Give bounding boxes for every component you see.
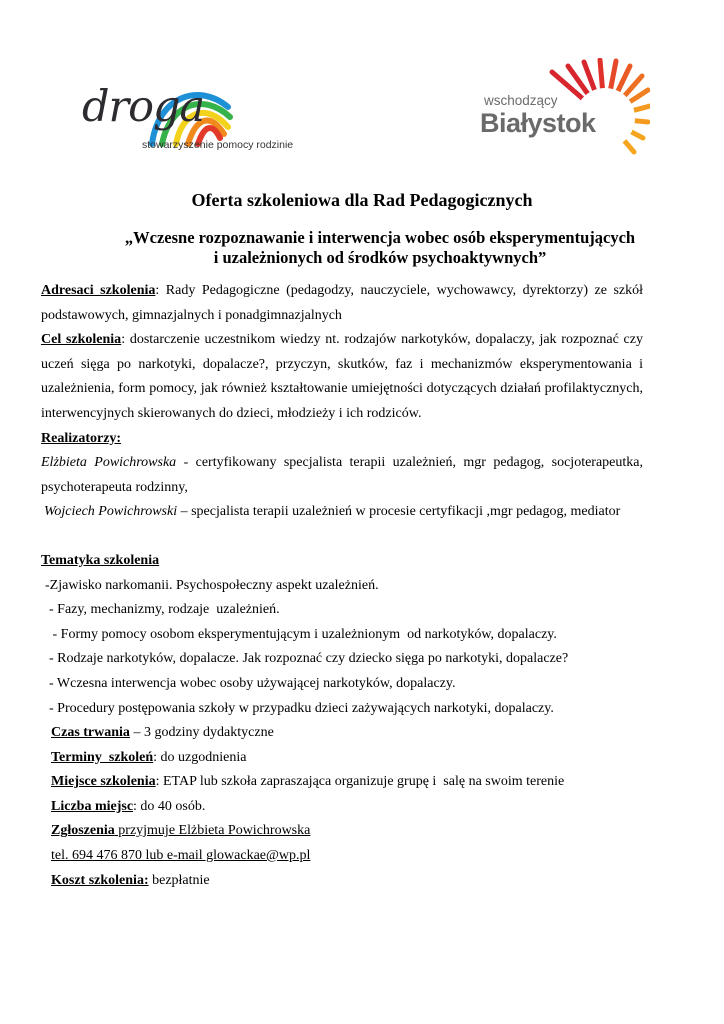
- cel-text: : dostarczenie uczestnikom wiedzy nt. rodzajów narkotyków, dopalaczy, jak rozpoznać czy uczeń sięga po narkotyki, dopalacze?, przyczyn, skutków, faz i mechanizmów eksperymentowania i uzależnienia, form pomocy, jak również kształtowanie umiejętności dotyczących działań profilaktycznych, interwencyjnych skierowanych do dzieci, młodzieży i ich rodziców.: [41, 332, 643, 421]
- czas-label: Czas trwania: [51, 725, 130, 741]
- realizator-1-desc: - certyfikowany specjalista terapii uzależnień, mgr pedagog, socjoterapeutka, psychoterapeuta rodzinny,: [41, 455, 643, 495]
- realizator-2-desc: – specjalista terapii uzależnień w procesie certyfikacji ,mgr pedagog, mediator: [177, 504, 621, 520]
- zgloszenia-line: [41, 819, 643, 844]
- realizatorzy-heading: [41, 427, 643, 452]
- realizator-1: [41, 451, 643, 500]
- tematyka-heading: [41, 549, 643, 574]
- koszt-line: [41, 869, 643, 894]
- czas-text: – 3 godziny dydaktyczne: [129, 725, 274, 741]
- document-body: [41, 279, 643, 893]
- page-subtitle: [60, 228, 700, 268]
- miejsce-line: [41, 770, 643, 795]
- miejsce-text: : ETAP lub szkoła zapraszająca organizuje grupę i salę na swoim terenie: [155, 774, 565, 790]
- terminy-label: Terminy szkoleń: [51, 749, 154, 765]
- adresaci-label: Adresaci szkolenia: [41, 283, 156, 298]
- droga-logo: [78, 72, 294, 162]
- bialystok-wordmark: Białystok: [480, 108, 596, 138]
- koszt-label: Koszt szkolenia:: [51, 872, 149, 888]
- tematyka-item: - Fazy, mechanizmy, rodzaje uzależnień.: [49, 602, 280, 618]
- realizator-2: [41, 500, 643, 525]
- cel-label: Cel szkolenia: [41, 332, 122, 348]
- koszt-text: bezpłatnie: [148, 872, 210, 888]
- tematyka-item: - Procedury postępowania szkoły w przypadku dzieci zażywających narkotyki, dopalaczy.: [49, 700, 554, 716]
- tematyka-label: Tematyka szkolenia: [41, 552, 160, 568]
- cel-paragraph: [41, 328, 643, 426]
- contact-link[interactable]: tel. 694 476 870 lub e-mail glowackae@wp.pl: [51, 848, 311, 864]
- zgloszenia-label: Zgłoszenia: [51, 823, 115, 839]
- realizatorzy-label: Realizatorzy:: [41, 430, 122, 446]
- tematyka-item: - Formy pomocy osobom eksperymentującym i uzależnionym od narkotyków, dopalaczy.: [49, 626, 557, 642]
- droga-wordmark: droga: [82, 82, 205, 132]
- page-title: Oferta szkoleniowa dla Rad Pedagogicznych: [191, 190, 533, 210]
- tematyka-item: - Rodzaje narkotyków, dopalacze. Jak rozpoznać czy dziecko sięga po narkotyki, dopalacze?: [49, 651, 569, 667]
- adresaci-paragraph: [41, 279, 643, 328]
- terminy-text: : do uzgodnienia: [153, 749, 247, 765]
- zgloszenia-text: przyjmuje Elżbieta Powichrowska: [114, 823, 311, 839]
- liczba-text: : do 40 osób.: [133, 798, 206, 814]
- tematyka-item: -Zjawisko narkomanii. Psychospołeczny aspekt uzależnień.: [45, 577, 379, 593]
- spacer: [41, 525, 643, 549]
- realizator-2-name: Wojciech Powichrowski: [44, 504, 178, 520]
- czas-line: [41, 721, 643, 746]
- adresaci-text: : Rady Pedagogiczne (pedagodzy, nauczyciele, wychowawcy, dyrektorzy) ze szkół podstawowych, gimnazjalnych i ponadgimnazjalnych: [41, 283, 643, 323]
- wschodzacy-text: wschodzący: [484, 93, 558, 108]
- liczba-label: Liczba miejsc: [51, 798, 134, 814]
- subtitle-line-1: „Wczesne rozpoznawanie i interwencja wobec osób eksperymentujących: [124, 228, 636, 247]
- subtitle-line-2: i uzależnionych od środków psychoaktywnych”: [213, 248, 547, 267]
- terminy-line: [41, 746, 643, 771]
- bialystok-logo: [480, 58, 650, 163]
- liczba-line: [41, 795, 643, 820]
- miejsce-label: Miejsce szkolenia: [51, 774, 156, 790]
- realizator-1-name: Elżbieta Powichrowska: [41, 455, 177, 471]
- tematyka-item: - Wczesna interwencja wobec osoby używającej narkotyków, dopalaczy.: [49, 675, 456, 691]
- droga-tagline: stowarzyszenie pomocy rodzinie: [142, 139, 294, 151]
